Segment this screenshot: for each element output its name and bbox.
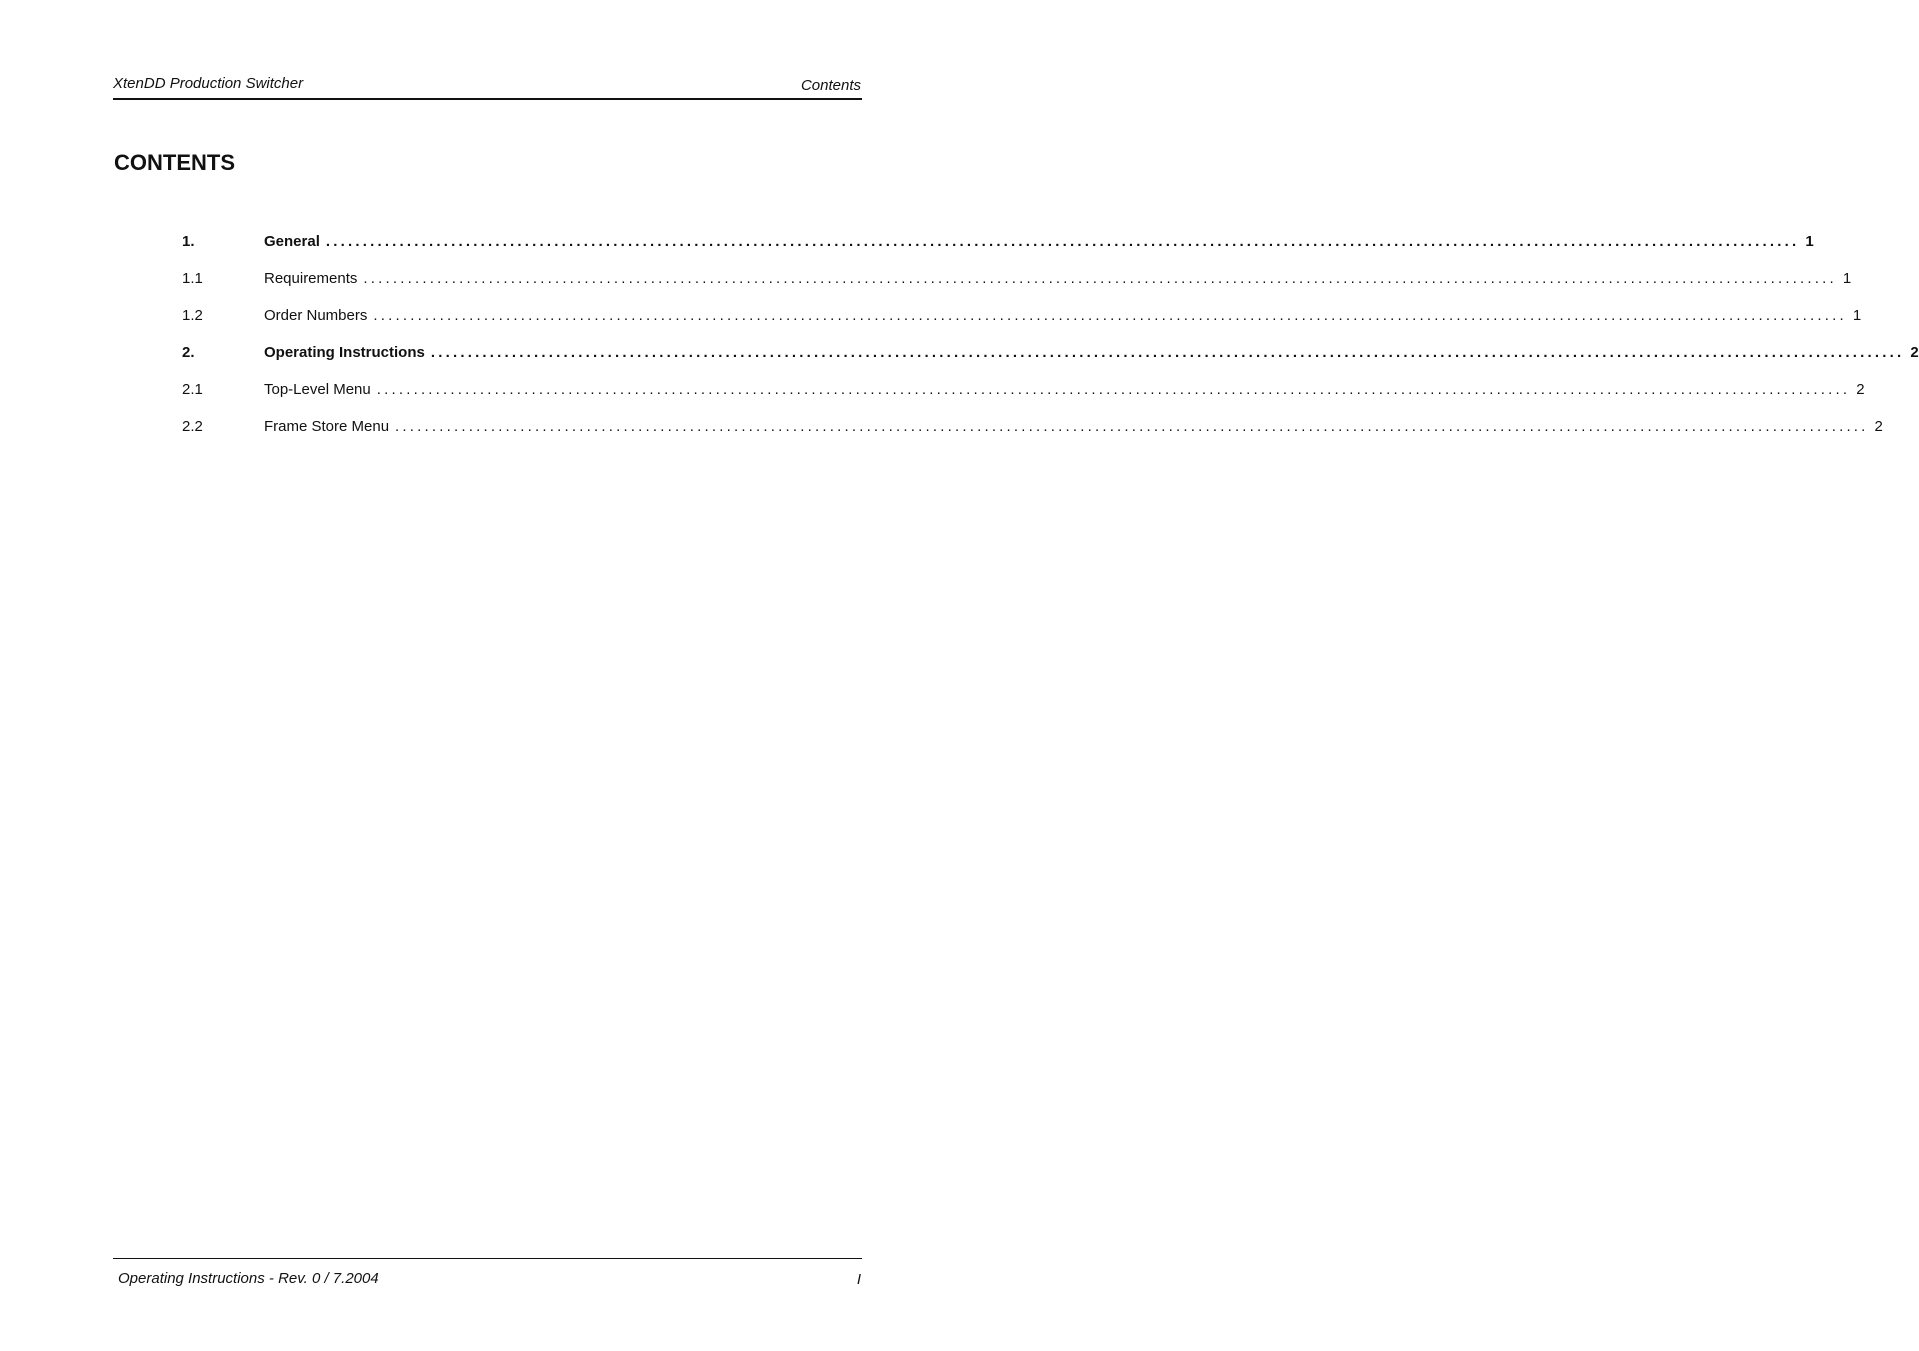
toc-entry-1-2[interactable] (182, 307, 1862, 344)
toc-entry-2[interactable] (182, 344, 1919, 381)
toc-entry-number: 1.2 (182, 307, 203, 324)
toc-entry-title: Top‑Level Menu (264, 381, 371, 398)
toc-entry-title: General (264, 233, 320, 250)
toc-entry-number: 2.2 (182, 418, 203, 435)
toc-entry-page: 1 (1805, 233, 1814, 250)
toc-entry-number: 2. (182, 344, 195, 361)
toc-leader-dots: ........................................................................................................................................................................................................ (363, 270, 1837, 287)
toc-leader-dots: ........................................................................................................................................................................................................ (376, 381, 1851, 398)
footer-revision: Operating Instructions ‑ Rev. 0 / 7.2004 (118, 1270, 379, 1287)
toc-entry-2-1[interactable] (182, 381, 1865, 418)
toc-entry-title: Operating Instructions (264, 344, 425, 361)
toc-entry-title: Frame Store Menu (264, 418, 390, 435)
toc-entry-page: 2 (1856, 381, 1865, 398)
header-document-title: XtenDD Production Switcher (113, 75, 304, 92)
toc-entry-1-1[interactable] (182, 270, 1852, 307)
header-section-name: Contents (800, 77, 861, 94)
toc-leader-dots: ........................................................................................................................................................................................................ (395, 418, 1869, 435)
toc-entry-page: 1 (1852, 307, 1862, 324)
toc-entry-page: 2 (1874, 418, 1883, 435)
toc-entry-2-2[interactable] (182, 418, 1883, 455)
toc-entry-number: 1.1 (182, 270, 203, 287)
toc-entry-number: 2.1 (182, 381, 203, 398)
footer-page-number: I (856, 1271, 861, 1288)
toc-entry-title: Requirements (264, 270, 358, 287)
toc-entry-title: Order Numbers (264, 307, 368, 324)
table-of-contents (182, 233, 1919, 455)
toc-leader-dots: ........................................................................................................................................................................................................ (430, 344, 1905, 361)
toc-entry-page: 1 (1842, 270, 1852, 287)
toc-entry-page: 2 (1910, 344, 1919, 361)
toc-entry-number: 1. (182, 233, 195, 250)
header-divider (113, 98, 862, 100)
toc-leader-dots: ........................................................................................................................................................................................................ (325, 233, 1800, 250)
toc-entry-1[interactable] (182, 233, 1814, 270)
page-title: CONTENTS (114, 150, 235, 175)
footer-divider (113, 1258, 862, 1259)
toc-leader-dots: ........................................................................................................................................................................................................ (373, 307, 1847, 324)
